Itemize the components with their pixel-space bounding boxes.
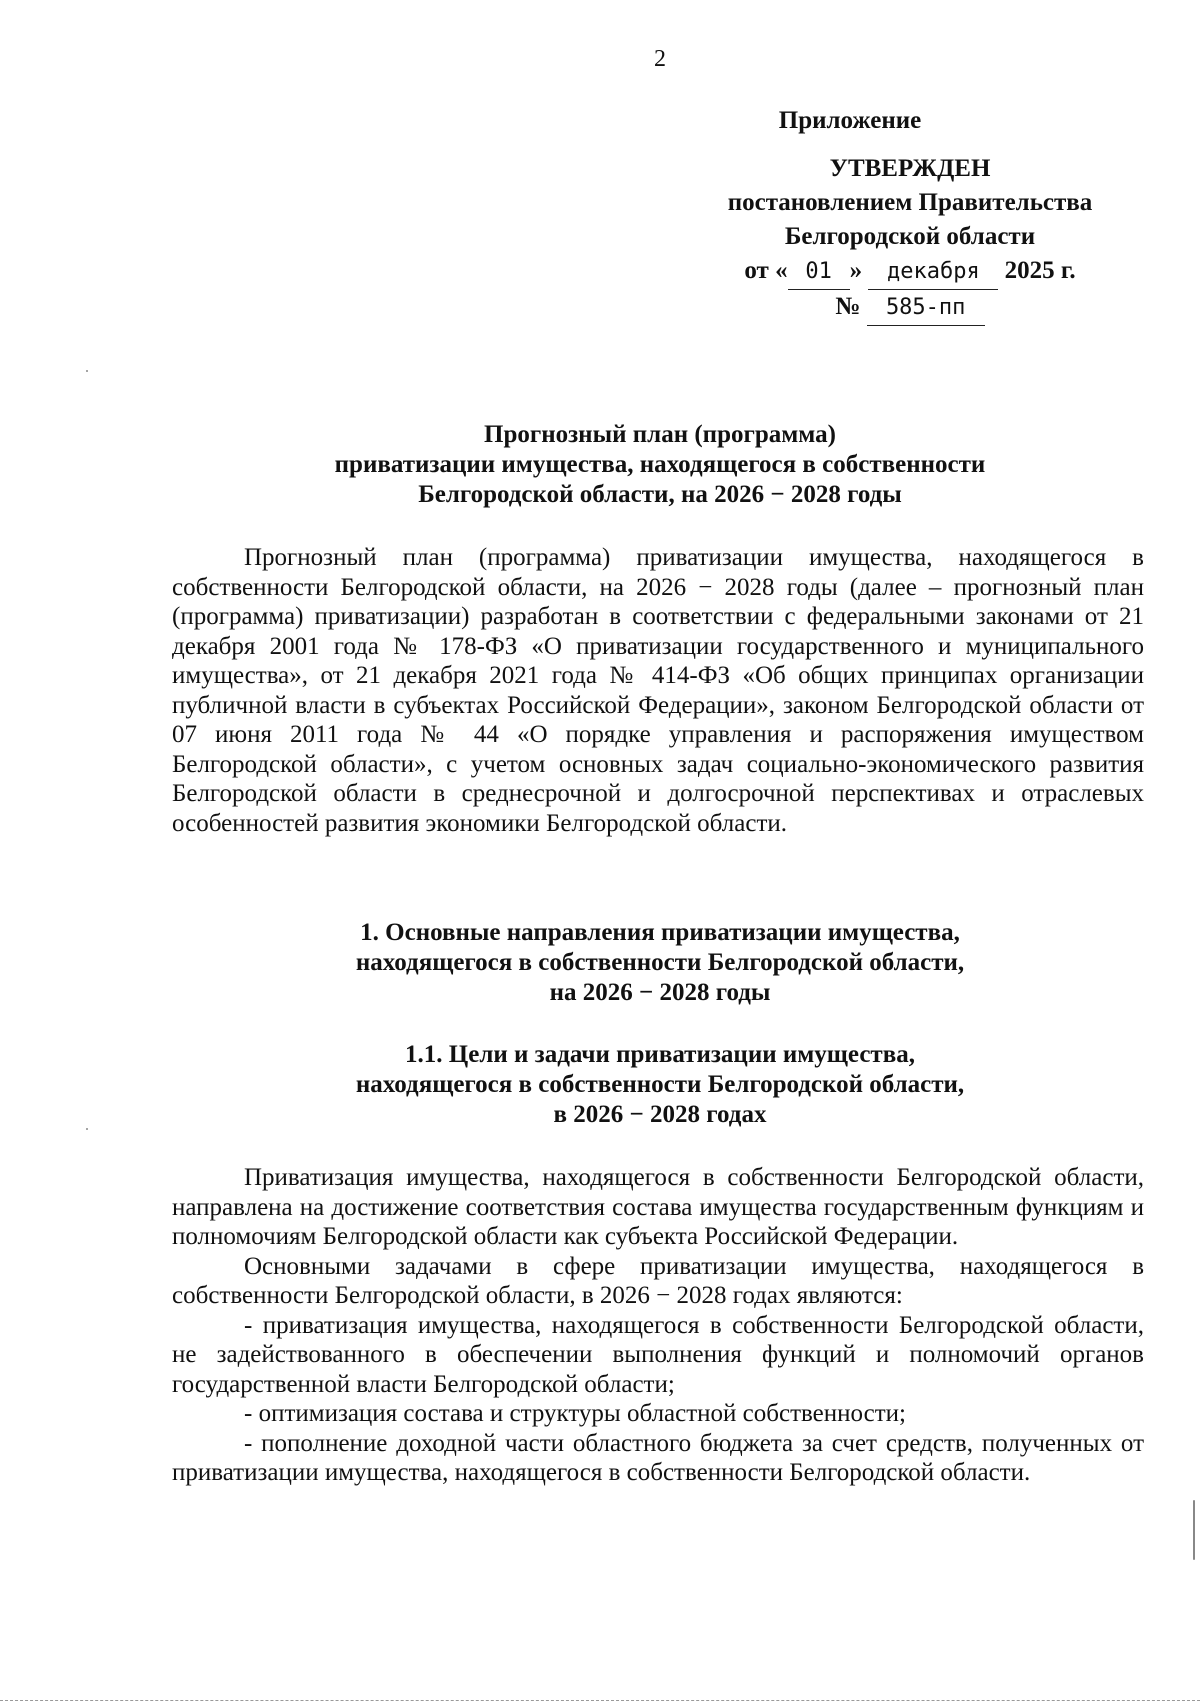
date-month: декабря bbox=[868, 255, 998, 290]
page-number: 2 bbox=[654, 46, 666, 72]
intro-text: Прогнозный план (программа) приватизации имущества, находящегося в собственности Белгородской области, на 2026 − 2028 годы (далее – прогнозный план (программа) приватизации) разработан в соответствии с федеральными законами от 21 декабря 2001 года № 178-ФЗ «О приватизации государственного и муниципального имущества», от 21 декабря 2021 года № 414-ФЗ «Об общих принципах организации публичной власти в субъектах Российской Федерации», законом Белгородской области от 07 июня 2011 года № 44 «О порядке управления и распоряжения имуществом Белгородской области», с учетом основных задач социально-экономического развития Белгородской области в среднесрочной и долгосрочной перспективах и отраслевых особенностей развития экономики Белгородской области. bbox=[172, 544, 1144, 837]
paragraph-tasks-intro: Основными задачами в сфере приватизации имущества, находящегося в собственности Белгородской области, в 2026 − 2028 годах являются: bbox=[172, 1252, 1144, 1309]
section-1-heading bbox=[170, 918, 1150, 1008]
approval-stamp bbox=[700, 104, 1120, 326]
date-year: 2025 г. bbox=[1004, 257, 1076, 284]
scan-speck bbox=[86, 370, 88, 372]
section-1-line-3: на 2026 − 2028 годы bbox=[549, 979, 771, 1006]
section-1-1-heading bbox=[170, 1040, 1150, 1130]
approval-line-1: постановлением Правительства bbox=[727, 189, 1093, 216]
scan-bottom-edge bbox=[0, 1700, 1200, 1701]
title-line-2: приватизации имущества, находящегося в собственности bbox=[334, 451, 986, 478]
title-line-1: Прогнозный план (программа) bbox=[484, 421, 836, 448]
section-1-line-1: 1. Основные направления приватизации имущества, bbox=[360, 919, 960, 946]
number-prefix: № bbox=[835, 293, 861, 320]
date-prefix: от « bbox=[744, 257, 788, 284]
section-1-1-line-2: находящегося в собственности Белгородской области, bbox=[355, 1071, 965, 1098]
approved-heading: УТВЕРЖДЕН bbox=[829, 155, 991, 182]
list-item-optimization: - оптимизация состава и структуры областной собственности; bbox=[244, 1400, 906, 1427]
document-number: 585-пп bbox=[867, 291, 985, 326]
approval-number bbox=[700, 290, 1120, 326]
appendix-label: Приложение bbox=[778, 107, 922, 134]
paragraph-goals: Приватизация имущества, находящегося в собственности Белгородской области, направлена на достижение соответствия состава имущества государственным функциям и полномочиям Белгородской области как субъекта Российской Федерации. bbox=[172, 1164, 1144, 1250]
body-text bbox=[172, 1163, 1144, 1488]
scan-speck bbox=[86, 1128, 88, 1130]
intro-paragraph bbox=[172, 543, 1144, 838]
list-item-privatization: - приватизация имущества, находящегося в собственности Белгородской области, не задействованного в обеспечении выполнения функций и полномочий органов государственной власти Белгородской области; bbox=[172, 1311, 1144, 1398]
approval-line-2: Белгородской области bbox=[784, 223, 1036, 250]
title-line-3: Белгородской области, на 2026 − 2028 годы bbox=[418, 481, 902, 508]
scan-edge-mark bbox=[1193, 1500, 1195, 1560]
section-1-1-line-1: 1.1. Цели и задачи приватизации имущества, bbox=[405, 1041, 915, 1068]
date-mid: » bbox=[849, 257, 863, 284]
section-1-line-2: находящегося в собственности Белгородской области, bbox=[355, 949, 965, 976]
date-day: 01 bbox=[788, 255, 850, 290]
document-title bbox=[170, 420, 1150, 510]
approval-date bbox=[700, 254, 1120, 290]
section-1-1-line-3: в 2026 − 2028 годах bbox=[553, 1101, 767, 1128]
list-item-budget: - пополнение доходной части областного бюджета за счет средств, полученных от приватизации имущества, находящегося в собственности Белгородской области. bbox=[172, 1429, 1144, 1486]
